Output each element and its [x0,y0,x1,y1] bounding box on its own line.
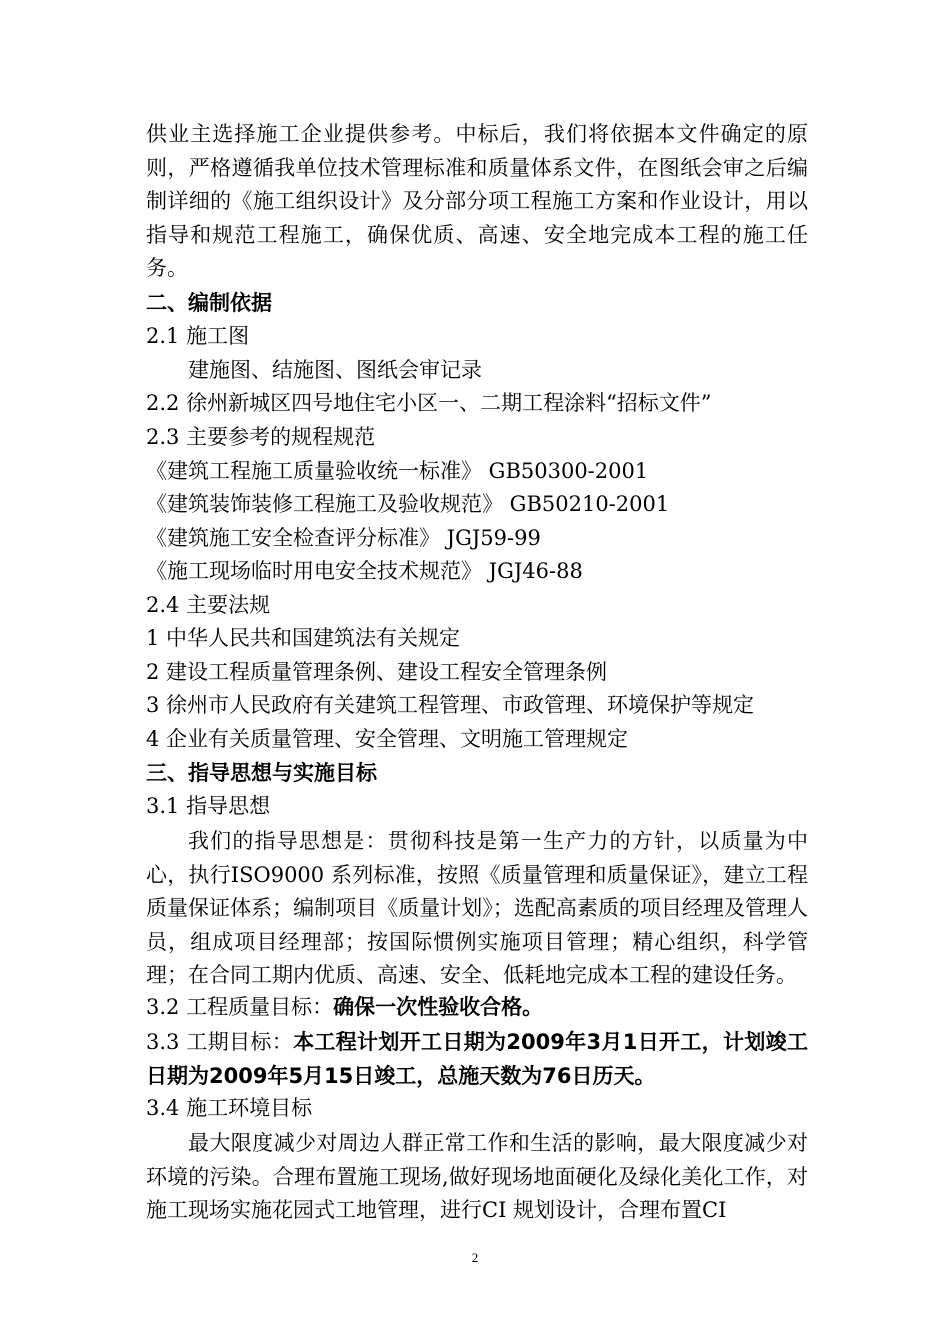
section-3-4-title: 3.4 施工环境目标 [146,1096,313,1120]
reference-item: 《建筑施工安全检查评分标准》 JGJ59-99 [146,526,541,550]
law-item: 2 建设工程质量管理条例、建设工程安全管理条例 [146,660,608,684]
law-item: 1 中华人民共和国建筑法有关规定 [146,626,461,650]
section-2-1-body: 建施图、结施图、图纸会审记录 [188,358,482,382]
section-2-1-title: 2.1 施工图 [146,324,250,348]
section-2-3-title: 2.3 主要参考的规程规范 [146,425,376,449]
section-2-heading: 二、编制依据 [146,291,272,315]
section-3-3-line [146,1026,808,1093]
section-3-2-line [146,992,543,1022]
quality-target-label: 3.2 工程质量目标： [146,995,334,1019]
section-3-4-body: 最大限度减少对周边人群正常工作和生活的影响，最大限度减少对环境的污染。合理布置施工现场,做好现场地面硬化及绿化美化工作，对施工现场实施花园式工地管理，进行CI 规划设计，合理布置CI [146,1131,808,1222]
law-item: 3 徐州市人民政府有关建筑工程管理、市政管理、环境保护等规定 [146,693,755,717]
reference-item: 《建筑工程施工质量验收统一标准》 GB50300-2001 [146,459,649,483]
intro-paragraph: 供业主选择施工企业提供参考。中标后，我们将依据本文件确定的原则，严格遵循我单位技术管理标准和质量体系文件，在图纸会审之后编制详细的《施工组织设计》及分部分项工程施工方案和作业设计，用以指导和规范工程施工，确保优质、高速、安全地完成本工程的施工任务。 [146,122,808,280]
section-2-4-title: 2.4 主要法规 [146,593,271,617]
reference-item: 《施工现场临时用电安全技术规范》 JGJ46-88 [146,559,583,583]
quality-target-value: 确保一次性验收合格。 [333,995,544,1019]
section-2-2-title: 2.2 徐州新城区四号地住宅小区一、二期工程涂料“招标文件” [146,391,712,415]
schedule-target-label: 3.3 工期目标： [146,1030,294,1054]
section-3-heading: 三、指导思想与实施目标 [146,761,377,785]
law-item: 4 企业有关质量管理、安全管理、文明施工管理规定 [146,727,629,751]
schedule-target-value: 本工程计划开工日期为2009年3月1日开工，计划竣工日期为2009年5月15日竣工，总施天数为76日历天。 [146,1030,808,1088]
reference-item: 《建筑装饰装修工程施工及验收规范》 GB50210-2001 [146,492,670,516]
section-3-1-body: 我们的指导思想是：贯彻科技是第一生产力的方针，以质量为中心，执行ISO9000 系列标准，按照《质量管理和质量保证》，建立工程质量保证体系；编制项目《质量计划》；选配高素质的项目经理及管理人员，组成项目经理部；按国际惯例实施项目管理；精心组织，科学管理；在合同工期内优质、高速、安全、低耗地完成本工程的建设任务。 [146,829,808,987]
section-3-1-title: 3.1 指导思想 [146,794,271,818]
page-number: 2 [471,1250,479,1265]
